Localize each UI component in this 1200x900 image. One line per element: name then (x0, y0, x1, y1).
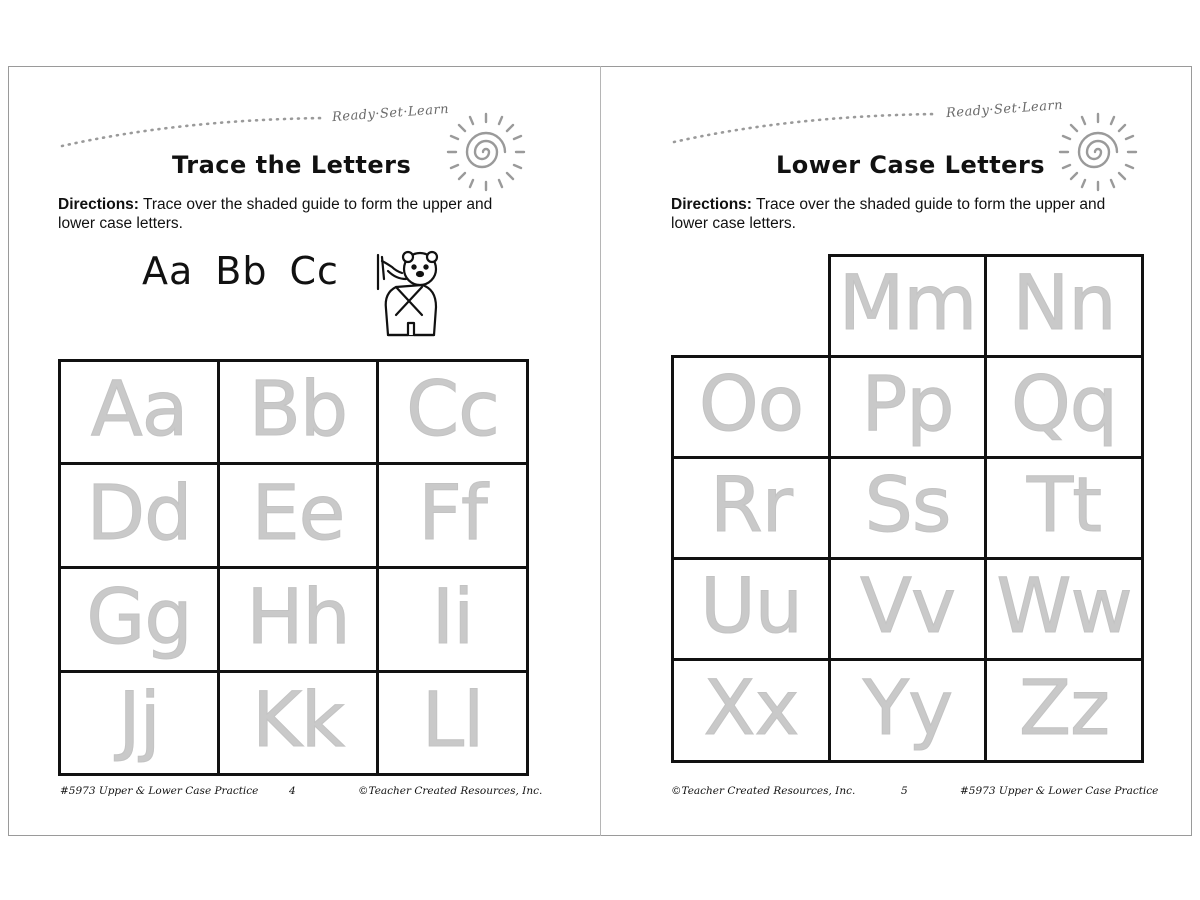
tracing-cell[interactable] (58, 359, 220, 465)
guide-letter: Mm (838, 258, 977, 347)
guide-letter: Dd (86, 467, 192, 557)
directions (671, 195, 1146, 233)
guide-letter: Uu (700, 561, 802, 650)
tracing-cell[interactable] (376, 359, 529, 465)
guide-letter: Hh (246, 571, 350, 661)
footer-copyright: ©Teacher Created Resources, Inc. (358, 785, 543, 797)
tracing-cell[interactable] (376, 670, 529, 776)
guide-letter: Tt (1026, 460, 1102, 549)
tracing-cell[interactable] (217, 566, 379, 673)
tracing-cell[interactable] (217, 462, 379, 569)
guide-letter: Vv (860, 561, 955, 650)
tracing-cell[interactable] (828, 557, 987, 661)
tracing-cell[interactable] (671, 355, 831, 459)
tracing-cell[interactable] (671, 557, 831, 661)
tracing-cell[interactable] (58, 670, 220, 776)
tracing-cell[interactable] (376, 566, 529, 673)
sample-letters (142, 249, 361, 293)
tracing-cell[interactable] (828, 254, 987, 358)
sample-letter: Bb (215, 249, 268, 293)
dotted-arc-decoration (670, 106, 940, 146)
guide-letter: Ww (996, 561, 1132, 650)
footer-product: #5973 Upper & Lower Case Practice (60, 785, 259, 797)
tracing-cell[interactable] (217, 670, 379, 776)
guide-letter: Gg (86, 571, 192, 661)
footer-product: #5973 Upper & Lower Case Practice (960, 785, 1159, 797)
directions (58, 195, 533, 233)
page-title: Lower Case Letters (776, 151, 1046, 179)
guide-letter: Aa (90, 364, 188, 453)
right-page (600, 66, 1192, 836)
tracing-cell[interactable] (376, 462, 529, 569)
sample-letter: Aa (142, 249, 194, 293)
dotted-arc-decoration (58, 110, 328, 150)
tracing-cell[interactable] (828, 658, 987, 763)
guide-letter: Xx (703, 662, 799, 752)
guide-letter: Zz (1019, 662, 1109, 752)
guide-letter: Nn (1012, 258, 1116, 347)
page-title: Trace the Letters (172, 151, 412, 179)
guide-letter: Cc (406, 364, 499, 453)
series-brand: Ready·Set·Learn (331, 101, 450, 126)
directions-label: Directions: (671, 196, 752, 213)
guide-letter: Qq (1010, 359, 1118, 448)
guide-letter: Kk (252, 675, 344, 764)
tracing-cell[interactable] (671, 658, 831, 763)
guide-letter: Yy (862, 662, 953, 752)
tracing-cell[interactable] (984, 658, 1144, 763)
guide-letter: Ff (418, 467, 487, 557)
tracing-cell[interactable] (671, 456, 831, 560)
tracing-cell[interactable] (828, 456, 987, 560)
tracing-cell[interactable] (984, 355, 1144, 459)
guide-letter: Bb (248, 364, 348, 453)
sample-letter: Cc (289, 249, 339, 293)
left-page (8, 66, 600, 836)
guide-letter: Jj (118, 675, 160, 764)
tracing-cell[interactable] (984, 456, 1144, 560)
guide-letter: Ll (421, 675, 484, 764)
tracing-cell[interactable] (58, 566, 220, 673)
footer-copyright: ©Teacher Created Resources, Inc. (671, 785, 856, 797)
footer-page-number: 5 (901, 785, 908, 797)
directions-text: Trace over the shaded guide to form the upper and lower case letters. (58, 196, 493, 232)
directions-text: Trace over the shaded guide to form the upper and lower case letters. (671, 196, 1106, 232)
bear-writing-illustration (374, 249, 449, 341)
tracing-cell[interactable] (984, 254, 1144, 358)
tracing-cell[interactable] (828, 355, 987, 459)
guide-letter: Rr (709, 460, 793, 549)
sun-icon (1056, 110, 1140, 194)
guide-letter: Pp (861, 359, 954, 448)
directions-label: Directions: (58, 196, 139, 213)
guide-letter: Oo (698, 359, 804, 448)
tracing-cell[interactable] (984, 557, 1144, 661)
guide-letter: Ii (431, 571, 474, 661)
tracing-cell[interactable] (217, 359, 379, 465)
series-brand: Ready·Set·Learn (945, 97, 1064, 122)
tracing-cell[interactable] (58, 462, 220, 569)
guide-letter: Ss (864, 460, 951, 549)
footer-page-number: 4 (289, 785, 296, 797)
guide-letter: Ee (251, 467, 345, 557)
sun-icon (444, 110, 528, 194)
